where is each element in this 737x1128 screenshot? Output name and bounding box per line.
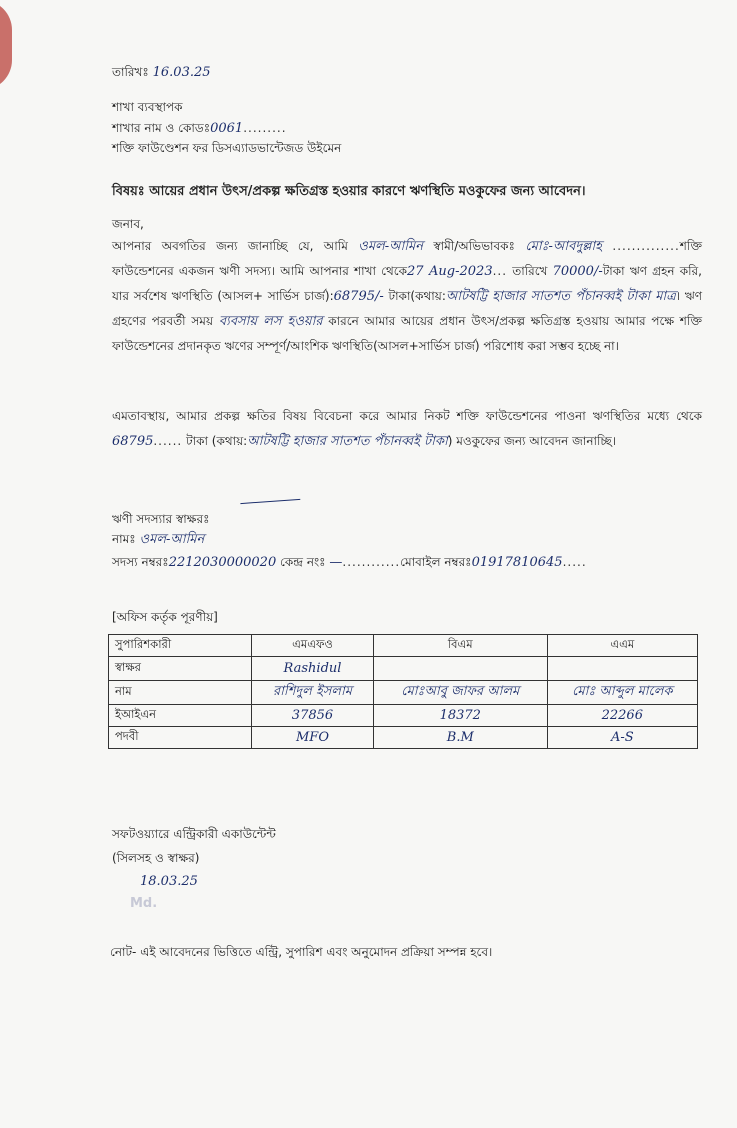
member-name-label: নামঃ bbox=[112, 532, 136, 546]
loan-balance: 68795/- bbox=[333, 289, 384, 304]
recommendation-table bbox=[108, 634, 698, 749]
table-row-label: ইআইএন bbox=[109, 705, 252, 727]
table-header-cell: সুপারিশকারী bbox=[109, 635, 252, 657]
table-cell bbox=[547, 657, 697, 681]
member-signature-label: ঋণী সদস্যার স্বাক্ষরঃ bbox=[112, 512, 210, 526]
salutation: জনাব, bbox=[112, 217, 144, 231]
table-cell: মোঃ আব্দুল মালেক bbox=[547, 681, 697, 705]
faded-stamp: Md. bbox=[130, 896, 158, 911]
table-cell: A-S bbox=[547, 727, 697, 749]
table-row-label: নাম bbox=[109, 681, 252, 705]
mobile-number-label: মোবাইল নম্বরঃ bbox=[400, 555, 472, 569]
body-paragraph-1: আপনার অবগতির জন্য জানাচ্ছি যে, আমি ওমল-আমিন স্বামী/অভিভাবকঃ মোঃ-আবদুল্লাহ ..............শক্তি ফাউন্ডেশনের একজন ঋণী সদস্য। আমি আপনার শাখা থেকে27 Aug-2023... তারিখে 70000/-টাকা ঋণ গ্রহন করি, যার সর্বশেষ ঋণস্থিতি (আসল+ সার্ভিস চার্জ):68795/- টাকা(কথায়:আটষট্টি হাজার সাতশত পঁচানব্বই টাকা মাত্র। ঋণ গ্রহণের পরবর্তী সময় ব্যবসায় লস হওয়ার কারনে আমার আয়ের প্রধান উৎস/প্রকল্প ক্ষতিগ্রস্ত হওয়ায় আমার পক্ষে শক্তি ফাউন্ডেশনের প্রদানকৃত ঋণের সম্পূর্ণ/আংশিক ঋণস্থিতি(আসল+সার্ভিস চার্জ) পরিশোধ করা সম্ভব হচ্ছে না। bbox=[112, 239, 702, 353]
addressee-line1: শাখা ব্যবস্থাপক bbox=[112, 100, 183, 114]
body-paragraph-2: এমতাবস্থায়, আমার প্রকল্প ক্ষতির বিষয় বিবেচনা করে আমার নিকট শক্তি ফাউন্ডেশনের পাওনা ঋণস্থিতির মধ্যে থেকে 68795...... টাকা (কথায়:আটষট্টি হাজার সাতশত পঁচানব্বই টাকা) মওকুফের জন্য আবেদন জানাচ্ছি। bbox=[112, 409, 702, 449]
member-signature-scribble bbox=[240, 491, 300, 505]
p1-text-8: কারনে আমার আয়ের প্রধান উৎস/প্রকল্প ক্ষতিগ্রস্ত হওয়ায় আমার পক্ষে শক্তি ফাউন্ডেশনের প্রদানকৃত ঋণের সম্পূর্ণ/আংশিক ঋণস্থিতি(আসল+সার্ভিস চার্জ) পরিশোধ করা সম্ভব হচ্ছে না। bbox=[112, 314, 702, 353]
date-label: তারিখঃ bbox=[112, 65, 149, 79]
table-cell: 37856 bbox=[252, 705, 374, 727]
waiver-amount-words: আটষট্টি হাজার সাতশত পঁচানব্বই টাকা bbox=[247, 434, 448, 449]
p1-text-1: আপনার অবগতির জন্য জানাচ্ছি যে, আমি bbox=[112, 239, 348, 253]
balance-words: আটষট্টি হাজার সাতশত পঁচানব্বই টাকা মাত্র bbox=[445, 289, 676, 304]
table-row bbox=[109, 681, 698, 705]
branch-code-value: 0061 bbox=[210, 121, 244, 136]
member-number-label: সদস্য নম্বরঃ bbox=[112, 555, 169, 569]
loan-amount: 70000/- bbox=[552, 264, 603, 279]
table-cell: Rashidul bbox=[252, 657, 374, 681]
table-cell: রাশিদুল ইসলাম bbox=[252, 681, 374, 705]
member-name-value: ওমল-আমিন bbox=[139, 532, 205, 547]
table-row-label: স্বাক্ষর bbox=[109, 657, 252, 681]
addressee-line2: শাখার নাম ও কোডঃ0061......... bbox=[112, 121, 287, 136]
mobile-number-value: 01917810645 bbox=[471, 555, 563, 570]
applicant-name: ওমল-আমিন bbox=[358, 239, 423, 254]
center-number-value: — bbox=[329, 555, 343, 570]
p1-text-4: তারিখে bbox=[512, 264, 548, 278]
office-use-label: [অফিস কর্তৃক পূরণীয়] bbox=[112, 610, 218, 624]
loss-reason: ব্যবসায় লস হওয়ার bbox=[218, 314, 323, 329]
member-name-line bbox=[112, 530, 204, 551]
addressee-line3: শক্তি ফাউণ্ডেশন ফর ডিসএ্যাডভান্টেজড উইমেন bbox=[112, 141, 342, 155]
footer-note: নোট- এই আবেদনের ভিত্তিতে এন্ট্রি, সুপারিশ এবং অনুমোদন প্রক্রিয়া সম্পন্ন হবে। bbox=[110, 945, 493, 959]
p1-text-7: । ঋণ গ্রহণের পরবর্তী সময় bbox=[112, 289, 702, 328]
p1-text-3: শক্তি ফাউন্ডেশনের একজন ঋণী সদস্য। আমি আপনার শাখা থেকে bbox=[112, 239, 702, 278]
p1-text-5: টাকা ঋণ গ্রহন করি, যার সর্বশেষ ঋণস্থিতি (আসল+ সার্ভিস চার্জ): bbox=[112, 264, 702, 303]
software-entry-signature bbox=[140, 874, 198, 889]
table-cell: MFO bbox=[252, 727, 374, 749]
table-cell bbox=[373, 657, 547, 681]
subject-line: বিষয়ঃ আয়ের প্রধান উৎস/প্রকল্প ক্ষতিগ্রস্ত হওয়ার কারণে ঋণস্থিতি মওকুফের জন্য আবেদন। bbox=[112, 184, 586, 199]
seal-signature-label: (সিলসহ ও স্বাক্ষর) bbox=[112, 851, 200, 865]
center-number-label: কেন্দ্র নংঃ bbox=[280, 555, 326, 569]
table-cell: 18372 bbox=[373, 705, 547, 727]
table-row bbox=[109, 705, 698, 727]
table-row bbox=[109, 727, 698, 749]
date-value: 16.03.25 bbox=[152, 65, 211, 80]
branch-code-label: শাখার নাম ও কোডঃ bbox=[112, 121, 211, 135]
p2-text-1: এমতাবস্থায়, আমার প্রকল্প ক্ষতির বিষয় বিবেচনা করে আমার নিকট শক্তি ফাউন্ডেশনের পাওনা ঋণস্থিতির মধ্যে থেকে bbox=[112, 409, 702, 423]
p1-text-2: স্বামী/অভিভাবকঃ bbox=[433, 239, 515, 253]
table-row bbox=[109, 657, 698, 681]
member-signature-line bbox=[112, 511, 209, 531]
table-cell: B.M bbox=[373, 727, 547, 749]
member-details-line: সদস্য নম্বরঃ2212030000020 কেন্দ্র নংঃ —............মোবাইল নম্বরঃ01917810645..... bbox=[112, 555, 587, 570]
p2-text-2: টাকা (কথায়: bbox=[186, 434, 248, 448]
waiver-amount: 68795 bbox=[112, 434, 154, 449]
table-cell: 22266 bbox=[547, 705, 697, 727]
software-entry-label: সফটওয়্যারে এন্ট্রিকারী একাউন্টেন্ট bbox=[112, 827, 276, 841]
guardian-name: মোঃ-আবদুল্লাহ bbox=[525, 239, 603, 254]
table-cell: মোঃআবু জাফর আলম bbox=[373, 681, 547, 705]
table-row-label: পদবী bbox=[109, 727, 252, 749]
table-header-cell: এমএফও bbox=[252, 635, 374, 657]
p1-text-6: টাকা(কথায়: bbox=[388, 289, 446, 303]
p2-text-3: ) মওকুফের জন্য আবেদন জানাচ্ছি। bbox=[447, 434, 617, 448]
date-line bbox=[112, 64, 211, 84]
table-header-row bbox=[109, 635, 698, 657]
member-number-value: 2212030000020 bbox=[168, 555, 277, 570]
table-header-cell: বিএম bbox=[373, 635, 547, 657]
software-entry-date: 18.03.25 bbox=[140, 874, 198, 889]
table-header-cell: এএম bbox=[547, 635, 697, 657]
thumb-edge bbox=[0, 0, 12, 90]
loan-date: 27 Aug-2023 bbox=[407, 264, 493, 279]
